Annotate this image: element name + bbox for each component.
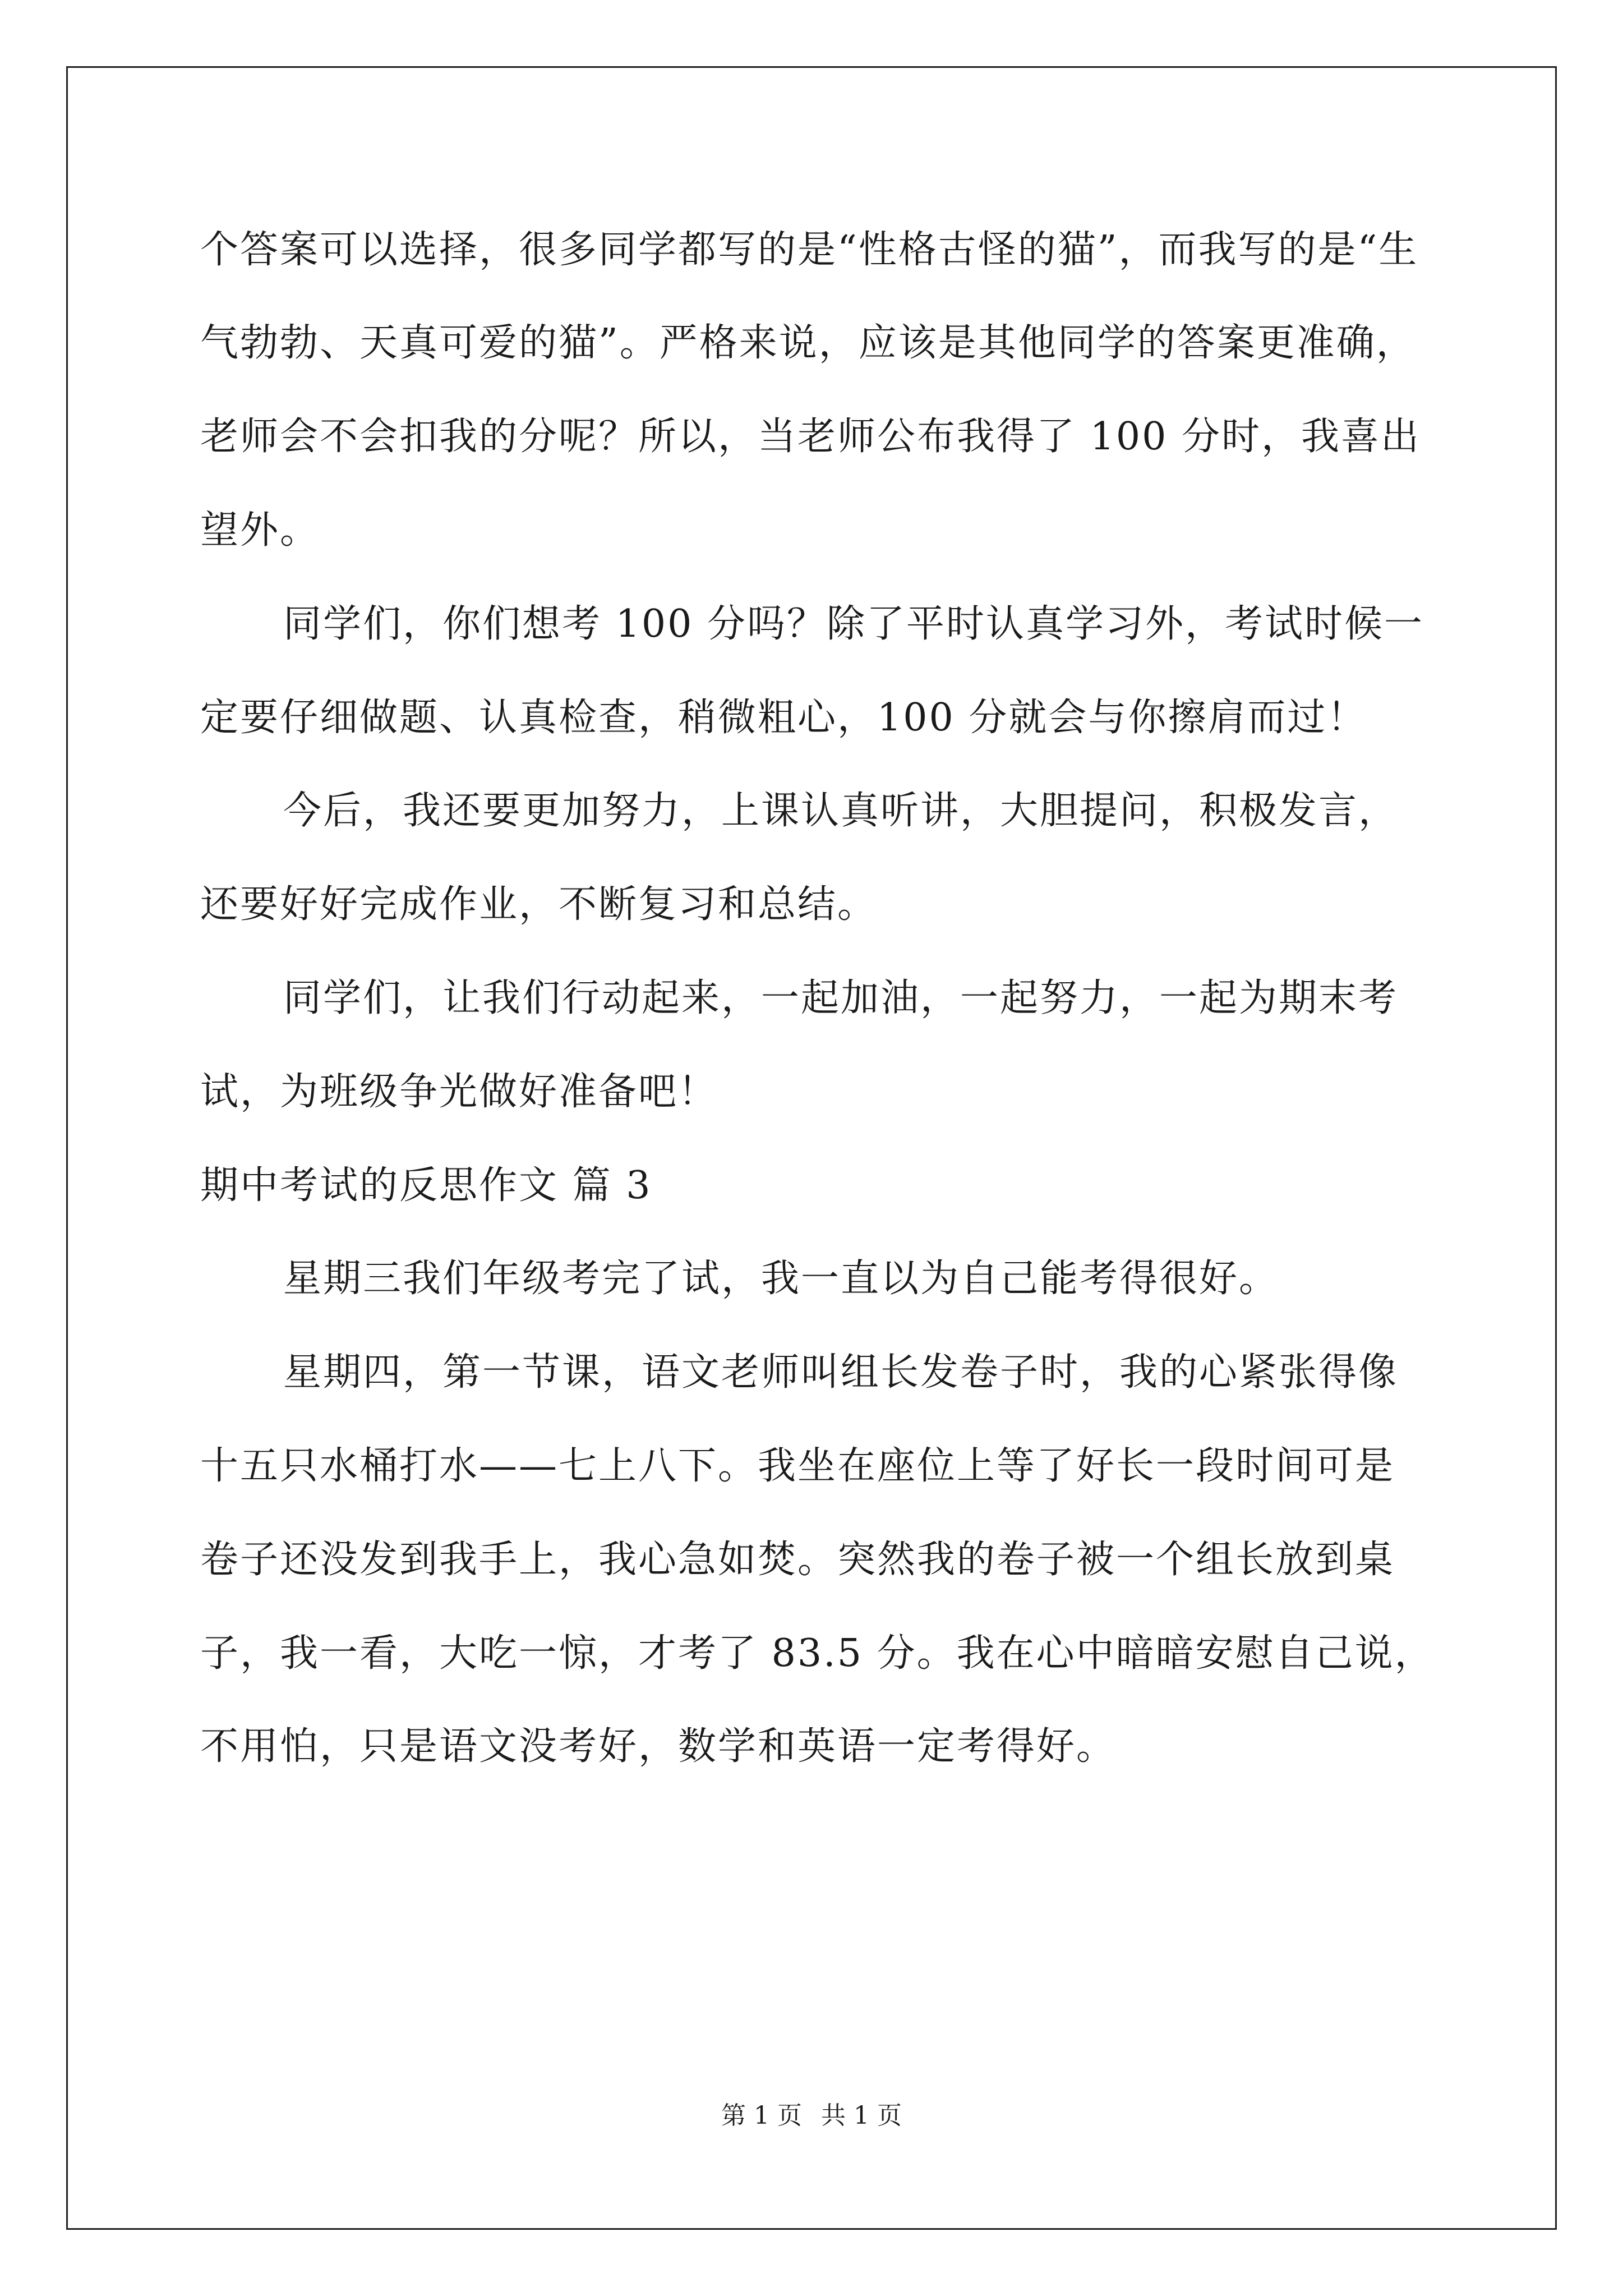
text-line: 还要好好完成作业，不断复习和总结。 — [200, 882, 878, 927]
text-line: 望外。 — [200, 508, 320, 553]
text-line: 卷子还没发到我手上，我心急如焚。突然我的卷子被一个组长放到桌 — [200, 1538, 1395, 1582]
page-border — [66, 66, 1557, 2230]
text-line: 试，为班级争光做好准备吧！ — [200, 1070, 718, 1114]
page-total: 共 1 页 — [821, 2101, 902, 2130]
text-line: 个答案可以选择，很多同学都写的是“性格古怪的猫”，而我写的是“生 — [200, 228, 1419, 272]
text-line: 同学们，你们想考 100 分吗？除了平时认真学习外，考试时候一 — [283, 602, 1424, 646]
text-line: 定要仔细做题、认真检查，稍微粗心，100 分就会与你擦肩而过！ — [200, 696, 1367, 740]
page-number: 第 1 页 — [721, 2101, 802, 2130]
text-line: 不用怕，只是语文没考好，数学和英语一定考得好。 — [200, 1724, 1117, 1769]
text-line: 老师会不会扣我的分呢？所以，当老师公布我得了 100 分时，我喜出 — [200, 415, 1421, 459]
text-line: 星期三我们年级考完了试，我一直以为自己能考得很好。 — [283, 1257, 1279, 1301]
text-line: 同学们，让我们行动起来，一起加油，一起努力，一起为期末考 — [283, 976, 1399, 1020]
text-line: 子，我一看，大吃一惊，才考了 83.5 分。我在心中暗暗安慰自己说， — [200, 1631, 1435, 1676]
page-footer — [0, 2099, 1623, 2133]
text-line: 十五只水桶打水——七上八下。我坐在座位上等了好长一段时间可是 — [200, 1444, 1395, 1488]
text-line: 星期四，第一节课，语文老师叫组长发卷子时，我的心紧张得像 — [283, 1350, 1399, 1395]
section-heading: 期中考试的反思作文 篇 3 — [200, 1163, 652, 1208]
text-line: 今后，我还要更加努力，上课认真听讲，大胆提问，积极发言， — [283, 789, 1399, 833]
text-line: 气勃勃、天真可爱的猫”。严格来说，应该是其他同学的答案更准确， — [200, 321, 1416, 365]
